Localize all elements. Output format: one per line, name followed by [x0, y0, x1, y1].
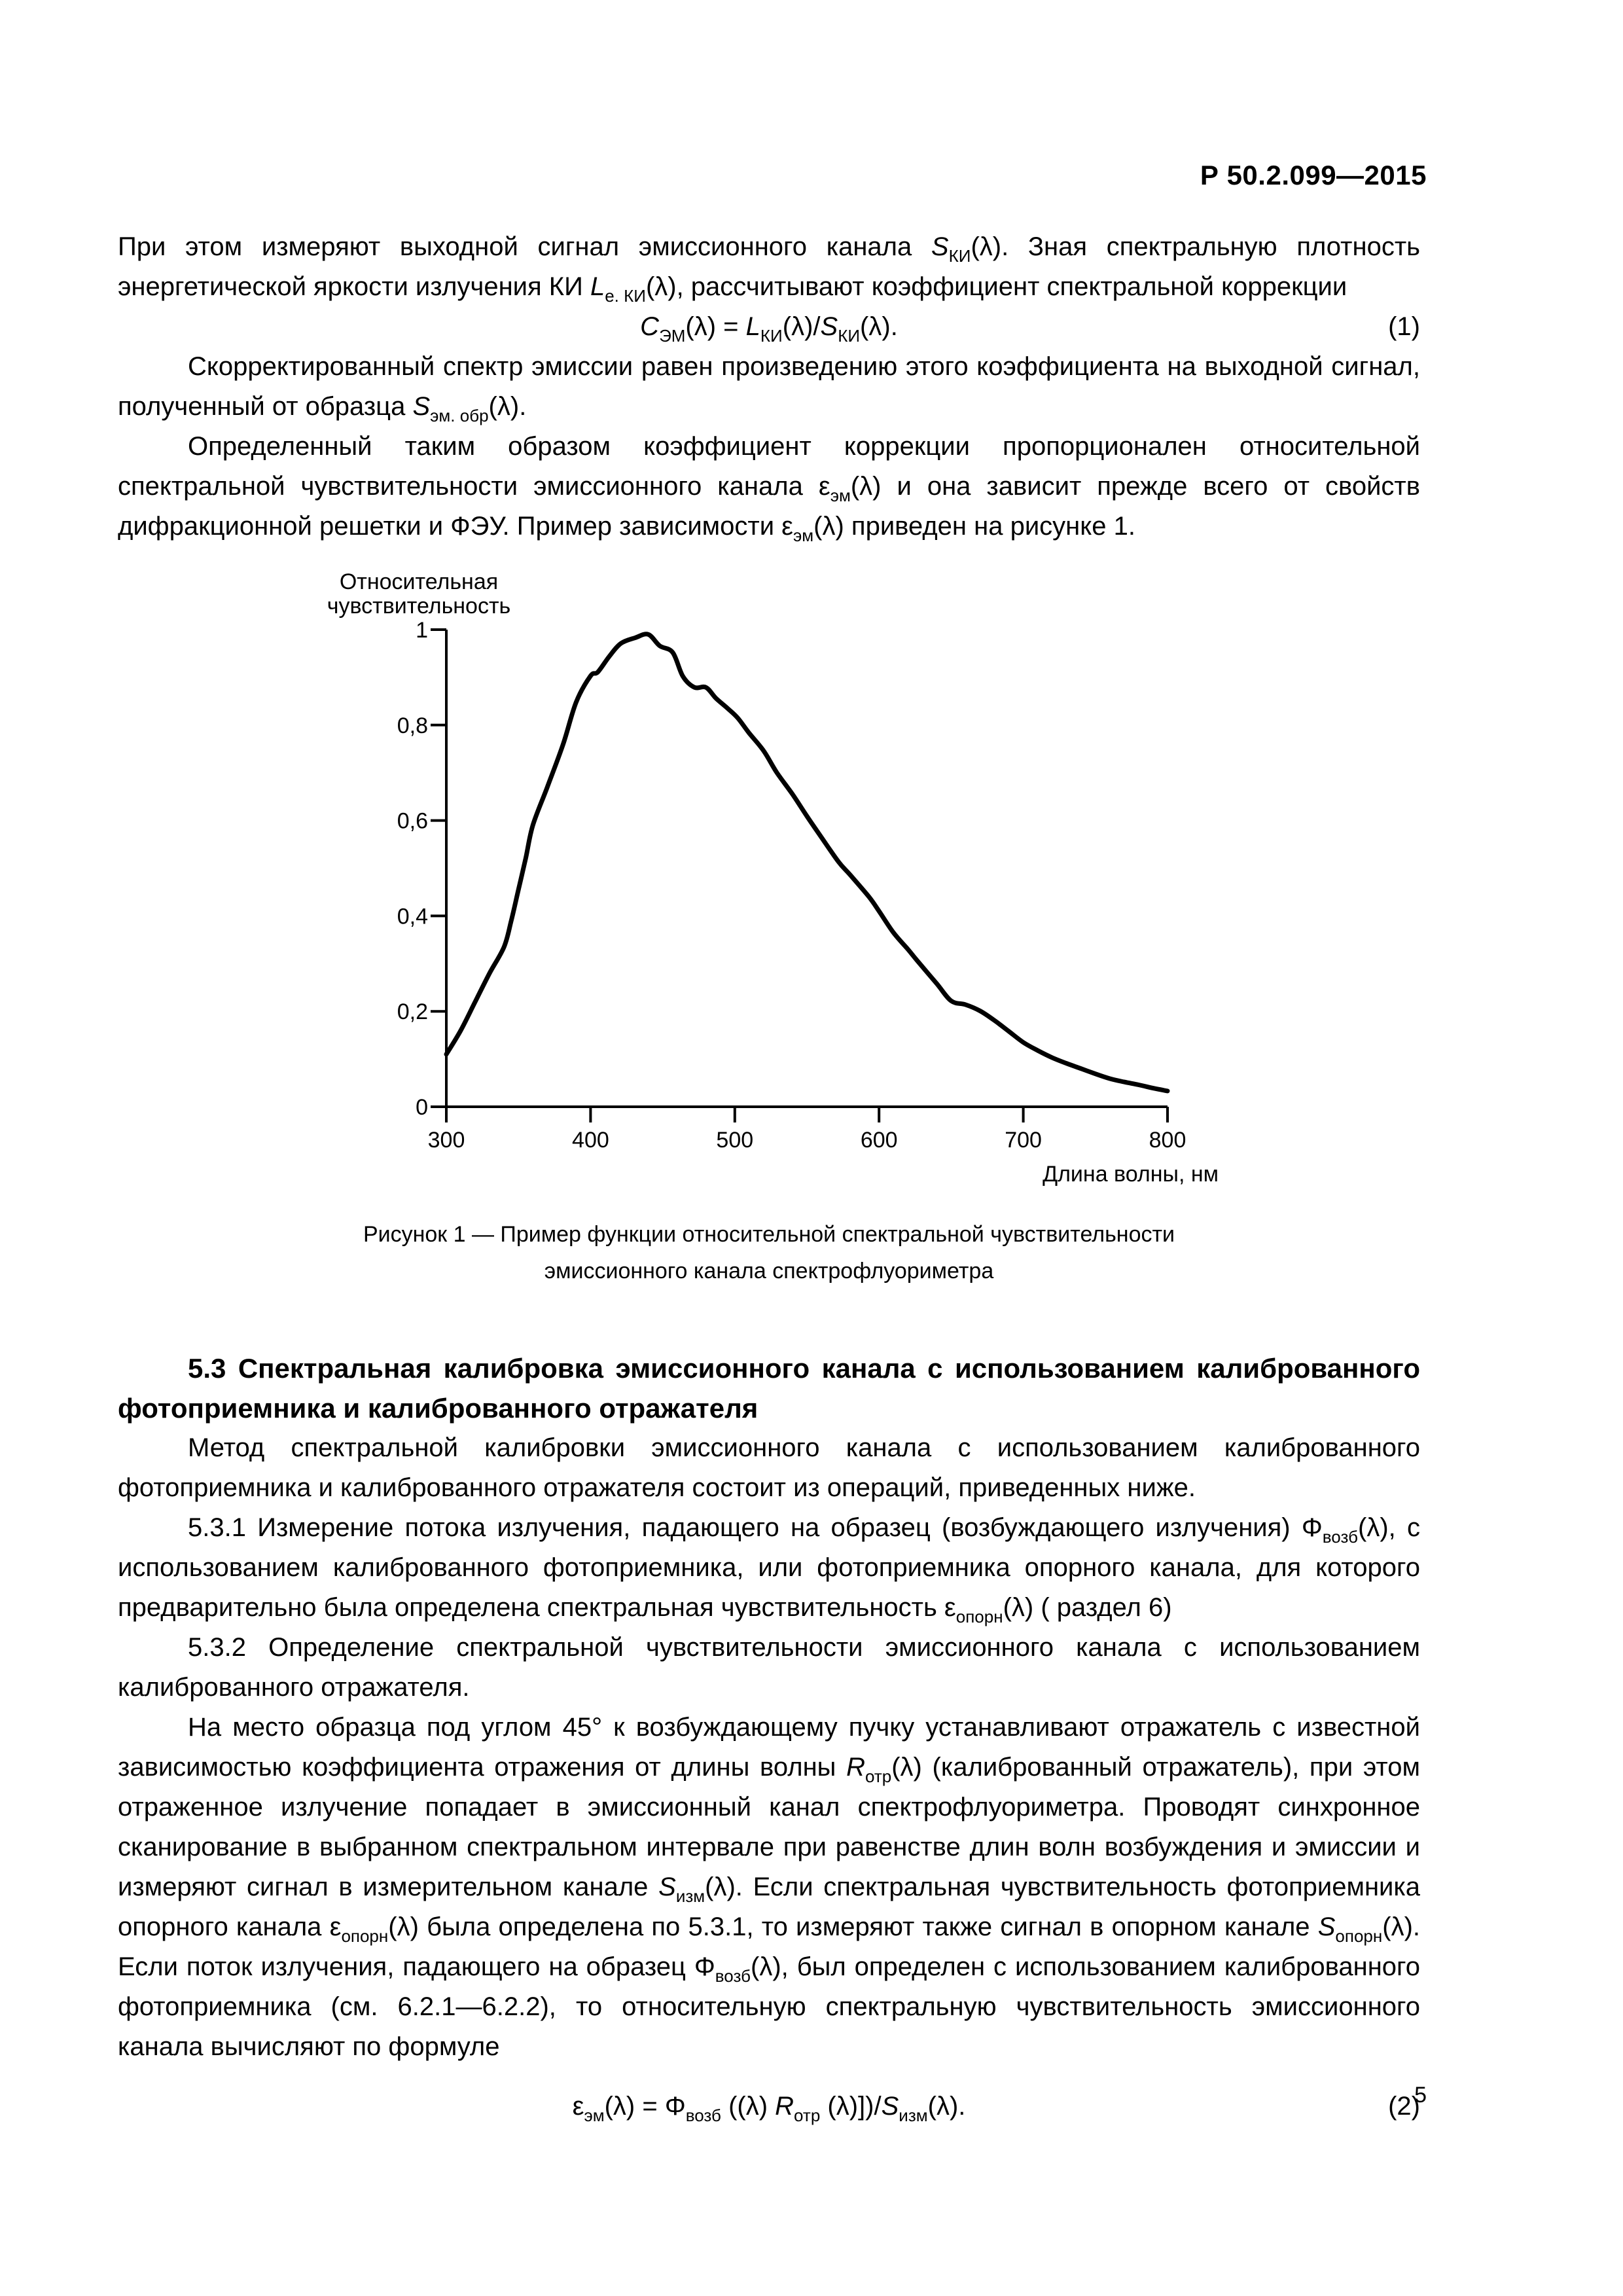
section-5-3 [118, 1348, 1420, 2126]
x-axis-label: Длина волны, нм [1043, 1162, 1219, 1187]
chart-series [446, 634, 1168, 1091]
y-tick-label: 0,4 [397, 904, 428, 929]
formula-1-number: (1) [1388, 312, 1420, 341]
paragraph-measurement: При этом измеряют выходной сигнал эмиссионного канала $S_{КИ}(\lambda)$. Зная спектральную плотность энергетической яркости излучения КИ $L_{e. КИ}(\lambda)$, рассчитывают коэффициент спектральной коррекции [118, 232, 1420, 306]
x-tick-label: 400 [572, 1128, 609, 1153]
paragraph-corrected-spectrum: Скорректированный спектр эмиссии равен произведению этого коэффициента на выходной сигнал, полученный от образца $S_{эм. обр}(\lambda)$. [118, 352, 1420, 425]
formula-1 [118, 307, 1420, 347]
chart-axes [446, 630, 1168, 1107]
document-code-header: Р 50.2.099—2015 [1200, 160, 1427, 190]
y-tick-label: 0 [416, 1095, 428, 1120]
paragraph-correction-coefficient: Определенный таким образом коэффициент коррекции пропорционален относительной спектральной чувствительности эмиссионного канала $\varepsilon_{эм}(\lambda)$ и она зависит прежде всего от свойств дифракционной решетки и ФЭУ. Пример зависимости $\varepsilon_{эм}(\lambda)$ приведен на рисунке 1. [118, 432, 1421, 545]
paragraph-5-3-2: 5.3.2 Определение спектральной чувствительности эмиссионного канала с использованием калиброванного отражателя. [118, 1633, 1420, 1702]
x-tick-label: 500 [716, 1128, 754, 1153]
figure-caption-line-1: Рисунок 1 — Пример функции относительной спектральной чувствительности [363, 1222, 1175, 1247]
y-tick-label: 0,2 [397, 999, 428, 1025]
y-tick-label: 1 [416, 618, 428, 643]
formula-2-number: (2) [1388, 2092, 1420, 2121]
page-number: 5 [1414, 2083, 1427, 2108]
x-tick-label: 300 [427, 1128, 465, 1153]
x-ticks [428, 1107, 1186, 1153]
x-tick-label: 700 [1005, 1128, 1042, 1153]
y-axis-label-line: чувствительность [327, 594, 511, 619]
formula-2-expression: $\varepsilon_{эм}(\lambda) = \Phi_{возб}$ ((λ) $R_{отр}$ $(\lambda)])/S_{изм}(\lambda)$. [572, 2092, 966, 2125]
paragraph-5-3-1: 5.3.1 Измерение потока излучения, падающего на образец (возбуждающего излучения) $\Phi_{возб}(\lambda)$, с использованием калиброванного фотоприемника, или фотоприемника опорного канала, для которого предварительно была определена спектральная чувствительность $\varepsilon_{опорн}(\lambda)$ ( раздел 6) [118, 1513, 1420, 1626]
y-tick-label: 0,6 [397, 808, 428, 834]
x-tick-label: 600 [860, 1128, 898, 1153]
figure-caption-line-2: эмиссионного канала спектрофлуориметра [544, 1259, 994, 1283]
intro-text-block [118, 227, 1420, 547]
formula-1-expression: $C_{ЭМ}(\lambda) = L_{КИ}(\lambda)/S_{КИ}(\lambda)$. [640, 312, 898, 346]
section-5-3-title: 5.3 Спектральная калибровка эмиссионного канала с использованием калиброванного фотоприемника и калиброванного отражателя [118, 1353, 1420, 1424]
y-axis-label [327, 569, 511, 619]
paragraph-reflector-procedure: На место образца под углом 45° к возбуждающему пучку устанавливают отражатель с известной зависимостью коэффициента отражения от длины волны $R_{отр}(\lambda)$ (калиброванный отражатель), при этом отраженное излучение попадает в эмиссионный канал спектрофлуориметра. Проводят синхронное сканирование в выбранном спектральном интервале при равенстве длин волн возбуждения и эмиссии и измеряют сигнал в измерительном канале $S_{изм}(\lambda)$. Если спектральная чувствительность фотоприемника опорного канала $\varepsilon_{опорн}(\lambda)$ была определена по 5.3.1, то измеряют также сигнал в опорном канале $S_{опорн}(\lambda)$. Если поток излучения, падающего на образец $\Phi_{возб}(\lambda)$, был определен с использованием калиброванного фотоприемника (см. 6.2.1—6.2.2), то относительную спектральную чувствительность эмиссионного канала вычисляют по формуле [118, 1713, 1421, 2061]
section-5-3-intro: Метод спектральной калибровки эмиссионного канала с использованием калиброванного фотоприемника и калиброванного отражателя состоит из операций, приведенных ниже. [118, 1433, 1420, 1502]
formula-2 [118, 2087, 1420, 2126]
y-ticks [397, 618, 446, 1120]
y-tick-label: 0,8 [397, 713, 428, 738]
sensitivity-curve [446, 634, 1168, 1091]
figure-caption [118, 1216, 1420, 1289]
x-tick-label: 800 [1149, 1128, 1186, 1153]
y-axis-label-line: Относительная [339, 569, 499, 594]
